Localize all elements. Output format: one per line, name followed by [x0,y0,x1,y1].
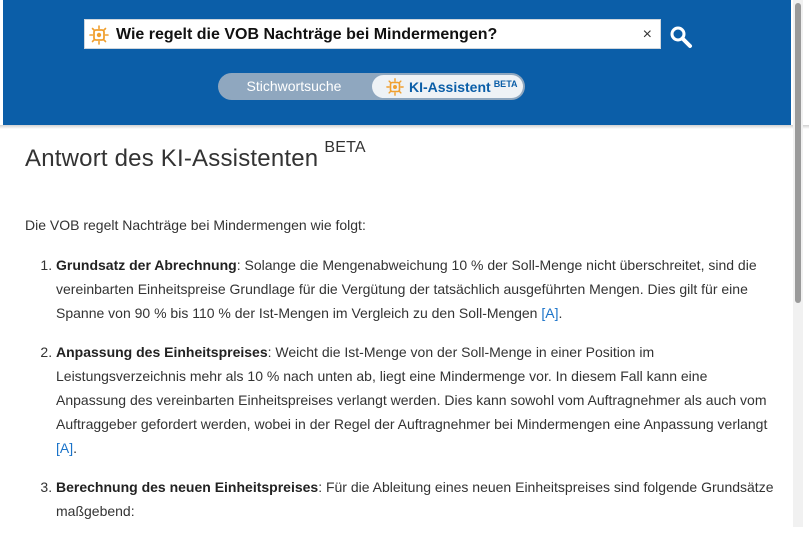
source-link[interactable]: [A] [541,305,559,321]
answer-intro: Die VOB regelt Nachträge bei Mindermengen wie folgt: [25,217,366,233]
title-beta-badge: BETA [324,139,366,156]
search-header [3,0,791,125]
item-text: : Weicht die Ist-Menge von der Soll-Menge in einer Position im Leistungsverzeichnis mehr als 10 % nach unten ab, liegt eine Mindermenge vor. In diesem Fall kann eine Anpassung des vereinbarten Einheitspreises verlangt werden. Dies kann sowohl vom Auftragnehmer als auch vom Auftraggeber gefordert werden, wobei in der Regel der Auftragnehmer bei Mindermengen eine Anpassung verlangt [56,344,768,432]
search-mode-toggle [218,73,525,100]
item-heading: Grundsatz der Abrechnung [56,257,237,273]
page-title [25,139,366,173]
page-scrollbar[interactable] [793,0,803,527]
item-text: : Solange die Mengenabweichung 10 % der Soll-Menge nicht überschreitet, sind die vereinbarten Einheitspreise Grundlage für die Vergütung der tatsächlich ausgeführten Mengen. Dies gilt für eine Spanne von 90 % bis 110 % der Ist-Mengen im Vergleich zu den Soll-Mengen [56,257,757,321]
sparkle-chip-icon [89,25,109,45]
item-end: . [558,305,563,321]
source-link[interactable]: [A] [56,440,74,456]
list-item [56,340,776,460]
close-icon[interactable]: × [642,26,652,43]
scrollbar-thumb[interactable] [795,3,801,303]
search-input[interactable] [84,19,661,49]
item-heading: Anpassung des Einheitspreises [56,344,268,360]
item-text: : Für die Ableitung eines neuen Einheitspreises sind folgende Grundsätze maßgebend: [56,479,774,519]
tab-ai-label [409,75,518,100]
answer-list [25,253,776,538]
list-item [56,253,776,325]
sparkle-chip-icon [386,78,404,96]
beta-badge: BETA [493,79,518,89]
item-heading: Berechnung des neuen Einheitspreises [56,479,319,495]
list-item [56,475,776,523]
item-end: . [73,440,78,456]
tab-ai-assistant[interactable] [372,75,523,98]
magnifier-icon[interactable] [669,25,693,49]
search-query-text[interactable]: Wie regelt die VOB Nachträge bei Mindermengen? [116,26,498,43]
tab-keyword-search[interactable]: Stichwortsuche [246,78,342,94]
tab-ai-text: KI-Assistent [409,79,491,95]
answer-panel [0,128,790,527]
page-title-text: Antwort des KI-Assistenten [25,145,319,172]
